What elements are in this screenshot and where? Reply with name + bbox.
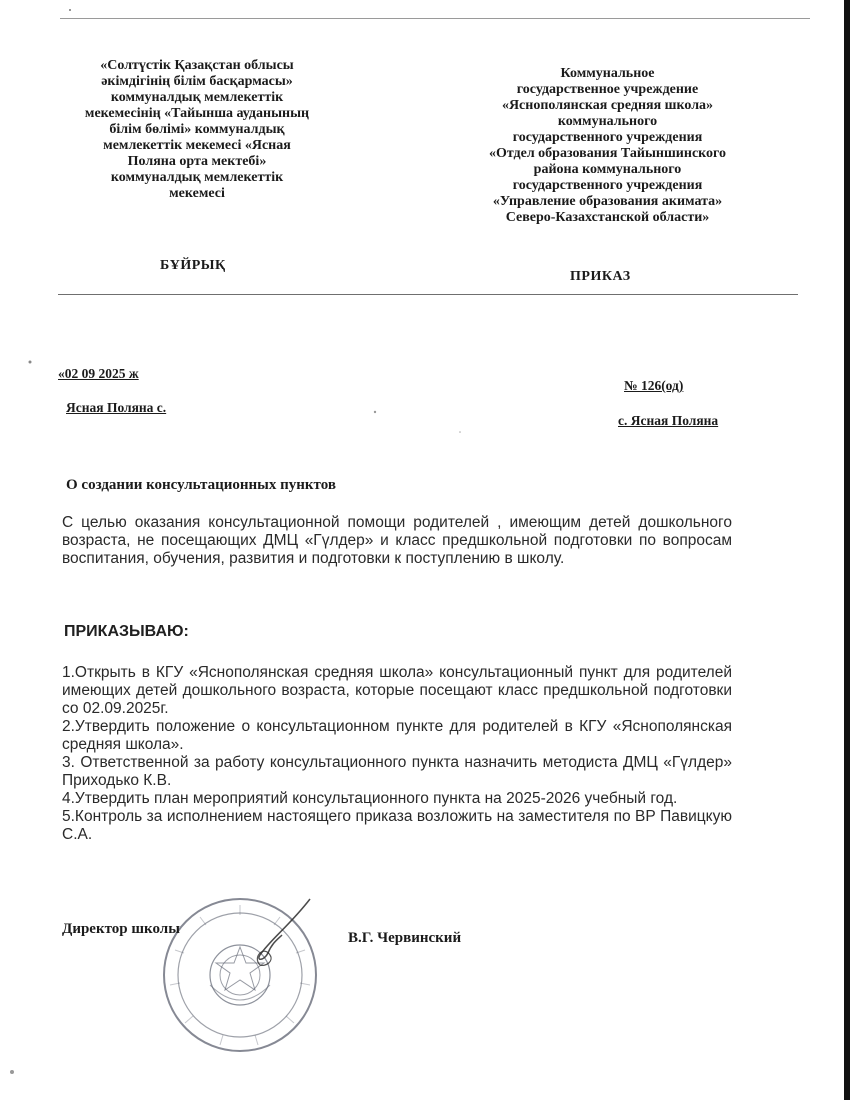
header-separator — [58, 294, 798, 295]
order-item: 1.Открыть в КГУ «Яснополянская средняя школа» консультационный пункт для родителей имеющих детей дошкольного возраста, которые посещают класс предшкольной подготовки со 02.09.2025г. — [62, 664, 732, 717]
header-left-line: білім бөлімі» коммуналдық — [109, 122, 285, 137]
seal-icon — [160, 895, 320, 1055]
order-item: 4.Утвердить план мероприятий консультационного пункта на 2025-2026 учебный год. — [62, 790, 678, 807]
header-left-line: мекемесінің «Тайынша ауданының — [84, 106, 310, 121]
order-item: 3. Ответственной за работу консультационного пункта назначить методиста ДМЦ «Гүлдер» Приходько К.В. — [62, 754, 732, 789]
header-kazakh-org — [62, 58, 332, 202]
doc-kind-russian: ПРИКАЗ — [570, 269, 631, 284]
header-left-line: мемлекеттік мекемесі «Ясная — [103, 138, 291, 153]
header-right-line: «Управление образования акимата» — [492, 194, 723, 209]
header-left-line: «Солтүстік Қазақстан облысы — [100, 58, 294, 73]
order-heading: ПРИКАЗЫВАЮ: — [64, 623, 189, 640]
header-right-line: «Отдел образования Тайыншинского — [488, 146, 727, 161]
order-item: 2.Утвердить положение о консультационном пункте для родителей в КГУ «Яснополянская средняя школа». — [62, 718, 732, 753]
doc-kind-kazakh: БҰЙРЫҚ — [160, 258, 226, 273]
place-russian: с. Ясная Поляна — [618, 413, 719, 428]
header-right-line: государственного учреждения — [512, 130, 703, 145]
intro-paragraph: С целью оказания консультационной помощи родителей , имеющим детей дошкольного возраста, не посещающих ДМЦ «Гүлдер» и класс предшкольной подготовки по вопросам воспитания, обучения, развития и подготовки к поступлению в школу. — [62, 514, 732, 567]
order-item: 5.Контроль за исполнением настоящего приказа возложить на заместителя по ВР Павицкую С.А. — [62, 808, 732, 843]
scan-edge — [844, 0, 850, 1100]
header-right-line: государственное учреждение — [516, 82, 699, 97]
header-right-line: Северо-Казахстанской области» — [505, 210, 710, 225]
signature-role: Директор школы — [62, 921, 180, 937]
header-right-line: коммунального — [557, 114, 658, 129]
signature-name: В.Г. Червинский — [348, 930, 462, 946]
header-right-line: «Яснополянская средняя школа» — [501, 98, 714, 113]
order-items — [62, 664, 732, 844]
order-number: № 126(од) — [624, 378, 684, 393]
header-left-line: коммуналдық мемлекеттік — [110, 90, 284, 105]
header-russian-org — [465, 66, 750, 226]
header-left-line: коммуналдық мемлекеттік — [110, 170, 284, 185]
header-left-line: Поляна орта мектебі» — [127, 154, 267, 169]
place-kazakh: Ясная Поляна с. — [66, 400, 167, 415]
header-right-line: Коммунальное — [560, 66, 655, 81]
header-right-line: района коммунального — [533, 162, 682, 177]
header-left-line: мекемесі — [169, 186, 225, 201]
header-right-line: государственного учреждения — [512, 178, 703, 193]
header-left-line: әкімдігінің білім басқармасы» — [101, 74, 293, 89]
document-title: О создании консультационных пунктов — [66, 477, 336, 493]
official-seal — [160, 895, 320, 1055]
top-border-line — [60, 18, 810, 19]
order-date: «02 09 2025 ж — [58, 366, 139, 381]
